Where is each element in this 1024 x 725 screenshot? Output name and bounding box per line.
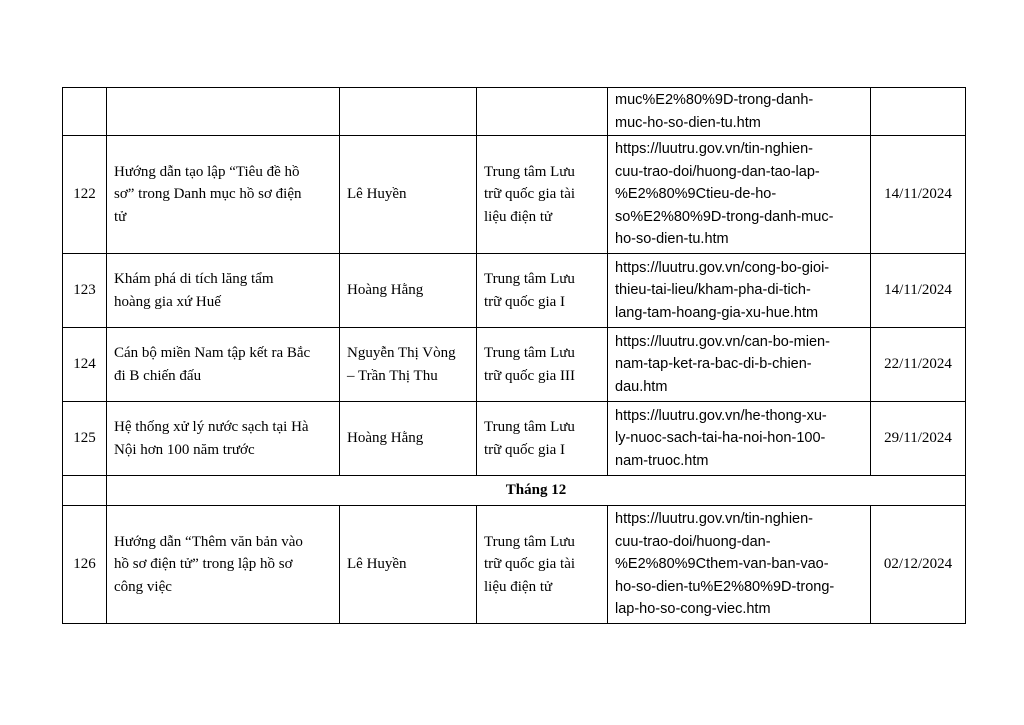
author-cell <box>340 88 477 136</box>
stt-cell: 122 <box>63 136 107 254</box>
unit-cell <box>477 328 608 402</box>
unit-line: trữ quốc gia tài <box>484 556 576 573</box>
link-line: muc%E2%80%9D-trong-danh- <box>615 92 814 108</box>
link-line: dau.htm <box>615 378 668 395</box>
month-header: Tháng 12 <box>107 476 966 506</box>
stt-cell: 125 <box>63 402 107 476</box>
title-cell <box>107 506 340 624</box>
table-row <box>63 136 966 254</box>
title-line: Khám phá di tích lăng tẩm <box>114 271 274 287</box>
unit-cell <box>477 136 608 254</box>
author-cell <box>340 254 477 328</box>
title-line: hoàng gia xứ Huế <box>114 293 221 310</box>
title-line: sơ” trong Danh mục hồ sơ điện <box>114 186 302 203</box>
link-line: https://luutru.gov.vn/cong-bo-gioi- <box>615 259 830 276</box>
stt-cell: 126 <box>63 506 107 624</box>
title-cell <box>107 402 340 476</box>
title-line: Cán bộ miền Nam tập kết ra Bắc <box>114 345 311 361</box>
table-row <box>63 506 966 624</box>
unit-line: liệu điện tử <box>484 208 553 225</box>
unit-cell <box>477 506 608 624</box>
link-line: https://luutru.gov.vn/tin-nghien- <box>615 511 814 528</box>
author-line: – Trần Thị Thu <box>347 367 438 384</box>
month-header-row <box>63 476 966 506</box>
unit-line: trữ quốc gia I <box>484 293 566 310</box>
unit-line: trữ quốc gia I <box>484 441 566 458</box>
date-cell: 02/12/2024 <box>871 506 966 624</box>
unit-line: Trung tâm Lưu <box>484 271 575 287</box>
title-line: Hướng dẫn tạo lập “Tiêu đề hồ <box>114 163 300 180</box>
link-cell[interactable] <box>608 328 871 402</box>
title-line: Hướng dẫn “Thêm văn bản vào <box>114 533 303 550</box>
link-line: %E2%80%9Cthem-van-ban-vao- <box>615 556 829 573</box>
link-line: nam-truoc.htm <box>615 452 709 469</box>
title-line: Nội hơn 100 năm trước <box>114 441 255 458</box>
stt-cell: 124 <box>63 328 107 402</box>
link-line: %E2%80%9Ctieu-de-ho- <box>615 186 777 203</box>
link-cell[interactable] <box>608 136 871 254</box>
author-cell <box>340 136 477 254</box>
unit-line: Trung tâm Lưu <box>484 345 575 361</box>
link-line: nam-tap-ket-ra-bac-di-b-chien- <box>615 356 812 373</box>
link-line: https://luutru.gov.vn/tin-nghien- <box>615 141 814 158</box>
author-line: Hoàng Hằng <box>347 430 424 447</box>
title-line: Hệ thống xử lý nước sạch tại Hà <box>114 419 309 435</box>
author-line: Lê Huyền <box>347 556 407 573</box>
title-line: tử <box>114 208 127 225</box>
unit-line: Trung tâm Lưu <box>484 163 575 180</box>
unit-line: trữ quốc gia III <box>484 367 576 384</box>
title-line: đi B chiến đấu <box>114 367 202 384</box>
stt-cell: 123 <box>63 254 107 328</box>
date-cell: 14/11/2024 <box>871 254 966 328</box>
unit-line: liệu điện tử <box>484 578 553 595</box>
link-line: ly-nuoc-sach-tai-ha-noi-hon-100- <box>615 430 826 447</box>
author-cell <box>340 402 477 476</box>
link-line: lang-tam-hoang-gia-xu-hue.htm <box>615 304 819 321</box>
link-line: muc-ho-so-dien-tu.htm <box>615 114 761 131</box>
link-line: thieu-tai-lieu/kham-pha-di-tich- <box>615 282 811 299</box>
author-line: Hoàng Hằng <box>347 282 424 299</box>
unit-line: trữ quốc gia tài <box>484 186 576 203</box>
unit-line: Trung tâm Lưu <box>484 419 575 435</box>
author-line: Lê Huyền <box>347 186 407 203</box>
title-cell <box>107 88 340 136</box>
table-row-continuation <box>63 88 966 136</box>
title-line: hồ sơ điện tử” trong lập hồ sơ <box>114 556 293 573</box>
table-row <box>63 328 966 402</box>
table-row <box>63 254 966 328</box>
link-line: ho-so-dien-tu.htm <box>615 231 729 248</box>
stt-cell <box>63 88 107 136</box>
unit-cell <box>477 88 608 136</box>
date-cell: 14/11/2024 <box>871 136 966 254</box>
date-cell: 29/11/2024 <box>871 402 966 476</box>
link-cell[interactable] <box>608 88 871 136</box>
author-line: Nguyễn Thị Vòng <box>347 345 456 361</box>
date-cell <box>871 88 966 136</box>
title-cell <box>107 254 340 328</box>
title-cell <box>107 328 340 402</box>
link-cell[interactable] <box>608 506 871 624</box>
link-line: lap-ho-so-cong-viec.htm <box>615 601 771 618</box>
unit-line: Trung tâm Lưu <box>484 533 575 550</box>
title-cell <box>107 136 340 254</box>
unit-cell <box>477 402 608 476</box>
author-cell <box>340 506 477 624</box>
author-cell <box>340 328 477 402</box>
link-line: https://luutru.gov.vn/he-thong-xu- <box>615 407 827 424</box>
date-cell: 22/11/2024 <box>871 328 966 402</box>
link-line: ho-so-dien-tu%E2%80%9D-trong- <box>615 578 835 595</box>
link-line: https://luutru.gov.vn/can-bo-mien- <box>615 333 830 350</box>
link-line: cuu-trao-doi/huong-dan- <box>615 533 771 550</box>
unit-cell <box>477 254 608 328</box>
link-line: cuu-trao-doi/huong-dan-tao-lap- <box>615 163 820 180</box>
link-cell[interactable] <box>608 402 871 476</box>
table-row <box>63 402 966 476</box>
link-line: so%E2%80%9D-trong-danh-muc- <box>615 208 834 225</box>
title-line: công việc <box>114 578 172 595</box>
link-cell[interactable] <box>608 254 871 328</box>
month-header-blank-cell <box>63 476 107 506</box>
archive-articles-table <box>62 87 966 624</box>
